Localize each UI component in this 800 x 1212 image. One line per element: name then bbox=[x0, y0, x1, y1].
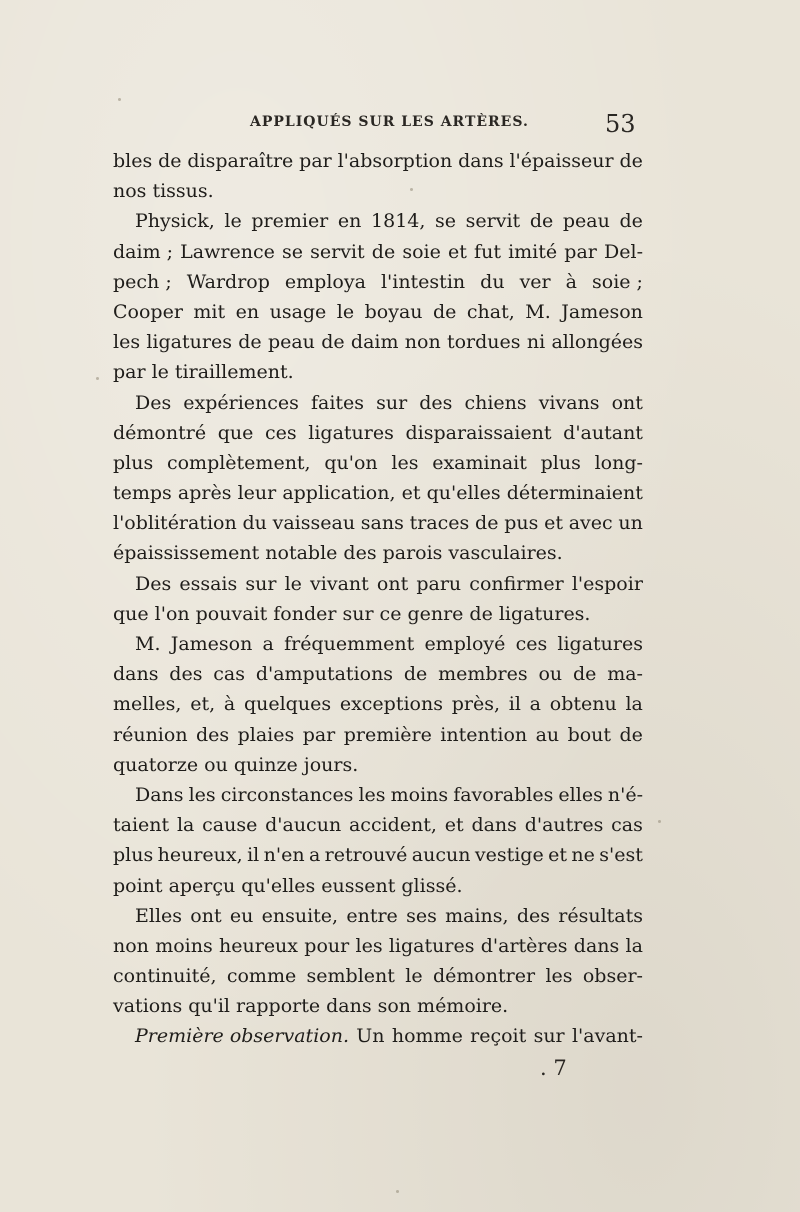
word: d'autant bbox=[563, 421, 643, 444]
word: l'épaisseur bbox=[509, 150, 614, 172]
word: usage bbox=[269, 300, 327, 323]
word: se bbox=[281, 240, 303, 263]
word: a bbox=[529, 693, 541, 716]
word: l'on bbox=[154, 602, 190, 625]
word: obser- bbox=[582, 965, 643, 988]
running-head: APPLIQUÉS SUR LES ARTÈRES. bbox=[250, 114, 529, 130]
word: à bbox=[223, 693, 236, 716]
word: par bbox=[564, 240, 597, 263]
word: en bbox=[337, 210, 362, 233]
word: bles bbox=[113, 150, 153, 172]
word: genre bbox=[407, 602, 464, 625]
text-line bbox=[113, 237, 643, 267]
word: cas bbox=[611, 814, 643, 837]
word: en bbox=[235, 300, 260, 323]
text-line bbox=[113, 478, 643, 508]
word: ligatures bbox=[146, 331, 232, 354]
word: par bbox=[113, 361, 146, 384]
word: melles, bbox=[113, 693, 182, 716]
word: eu bbox=[229, 904, 254, 927]
text-line bbox=[113, 176, 643, 206]
word: plus bbox=[113, 844, 154, 867]
word: des bbox=[169, 663, 203, 686]
text-line bbox=[113, 780, 643, 810]
word: daim bbox=[350, 331, 399, 354]
word: quatorze bbox=[113, 753, 199, 776]
word: ligatures bbox=[308, 421, 394, 444]
word: employé bbox=[424, 633, 506, 655]
word: Jameson bbox=[170, 633, 253, 655]
word: nos bbox=[113, 180, 147, 203]
text-line bbox=[113, 1021, 643, 1051]
word: qu'on bbox=[324, 451, 378, 474]
word: et bbox=[401, 482, 421, 505]
word: chat, bbox=[466, 300, 515, 323]
word: fonder bbox=[273, 602, 337, 625]
word: Del- bbox=[604, 240, 643, 263]
word: que bbox=[217, 421, 254, 444]
word: elles bbox=[558, 783, 603, 806]
word: sur bbox=[376, 391, 408, 414]
word: cas bbox=[213, 663, 246, 686]
word: moins bbox=[155, 934, 213, 957]
word: M. bbox=[135, 633, 161, 655]
word: dans bbox=[471, 814, 517, 837]
word: au bbox=[535, 723, 560, 746]
word: ses bbox=[406, 904, 437, 927]
word: ligatures. bbox=[498, 602, 591, 625]
word: complètement, bbox=[166, 451, 311, 474]
word: leur bbox=[237, 482, 277, 505]
word: allongées bbox=[551, 331, 643, 354]
word: le bbox=[151, 361, 169, 384]
word: sans bbox=[360, 512, 404, 535]
word: dans bbox=[573, 934, 620, 957]
word: application, bbox=[282, 482, 396, 505]
word: son bbox=[377, 995, 412, 1018]
word: bout bbox=[567, 723, 612, 746]
text-line bbox=[113, 448, 643, 478]
word: il bbox=[508, 693, 521, 716]
word: Physick, bbox=[135, 210, 215, 233]
word: les bbox=[391, 451, 419, 474]
word: homme bbox=[391, 1025, 463, 1048]
word: servit bbox=[465, 210, 521, 233]
word: imité bbox=[508, 240, 558, 263]
word: long- bbox=[594, 451, 643, 474]
word: notable bbox=[265, 542, 338, 565]
word: retrouvé bbox=[324, 844, 408, 867]
paper-speck bbox=[396, 1190, 399, 1193]
word: et bbox=[548, 844, 567, 867]
word: 1814, bbox=[371, 210, 426, 233]
word: de bbox=[238, 331, 262, 354]
word: d'amputations bbox=[255, 663, 394, 686]
word: de bbox=[158, 150, 182, 172]
word: point bbox=[113, 874, 163, 897]
word: mit bbox=[193, 300, 226, 323]
word: employa bbox=[284, 270, 366, 293]
word: heureux, bbox=[157, 844, 243, 867]
text-line bbox=[113, 689, 643, 719]
word: fut bbox=[474, 240, 501, 263]
word: cause bbox=[202, 814, 258, 837]
word: pus bbox=[504, 512, 539, 535]
word: le bbox=[284, 572, 302, 595]
body-text bbox=[113, 146, 643, 1052]
word: que bbox=[113, 602, 149, 625]
word: qu'elles bbox=[241, 874, 316, 897]
text-line bbox=[113, 901, 643, 931]
word: Première observation. bbox=[135, 1025, 349, 1048]
word: eussent bbox=[321, 874, 396, 897]
word: qu'il bbox=[188, 995, 230, 1018]
word: aperçu bbox=[168, 874, 236, 897]
word: pouvait bbox=[195, 602, 268, 625]
word: tordues bbox=[446, 331, 521, 354]
word: la bbox=[625, 934, 643, 957]
word: à bbox=[565, 270, 577, 293]
text-line bbox=[113, 599, 643, 629]
word: Un bbox=[356, 1025, 385, 1048]
paper-speck bbox=[658, 820, 661, 823]
word: ces bbox=[265, 421, 297, 444]
word: boyau bbox=[364, 300, 423, 323]
word: les bbox=[188, 783, 216, 806]
word: continuité, bbox=[113, 965, 217, 988]
word: tiraillement. bbox=[174, 361, 294, 384]
word: résultats bbox=[558, 904, 643, 927]
word: heureux bbox=[219, 934, 299, 957]
word: non bbox=[113, 934, 149, 957]
word: de bbox=[619, 210, 643, 233]
word: des bbox=[419, 391, 453, 414]
word: les bbox=[355, 934, 383, 957]
word: expériences bbox=[183, 391, 299, 414]
word: soie ; bbox=[592, 270, 643, 293]
word: pech ; bbox=[113, 270, 172, 293]
word: disparaissaient bbox=[405, 421, 552, 444]
word: Cooper bbox=[113, 300, 183, 323]
text-line bbox=[113, 327, 643, 357]
word: n'en bbox=[263, 844, 305, 867]
word: l'absorption bbox=[337, 150, 453, 172]
word: par bbox=[299, 150, 332, 172]
word: Des bbox=[135, 572, 172, 595]
word: de bbox=[619, 723, 643, 746]
word: vaisseau bbox=[272, 512, 356, 535]
word: peau bbox=[562, 210, 610, 233]
word: vasculaires. bbox=[448, 542, 563, 565]
word: par bbox=[302, 723, 336, 746]
text-line bbox=[113, 659, 643, 689]
word: de bbox=[475, 512, 499, 535]
word: des bbox=[516, 904, 550, 927]
text-line bbox=[113, 931, 643, 961]
text-line bbox=[113, 206, 643, 236]
word: il bbox=[247, 844, 260, 867]
word: faites bbox=[310, 391, 365, 414]
word: l'intestin bbox=[380, 270, 466, 293]
word: temps bbox=[113, 482, 172, 505]
word: intention bbox=[440, 723, 528, 746]
text-line bbox=[113, 569, 643, 599]
word: examinait bbox=[432, 451, 527, 474]
text-line bbox=[113, 991, 643, 1021]
word: servit bbox=[310, 240, 365, 263]
text-line bbox=[113, 357, 643, 387]
word: rapporte bbox=[235, 995, 321, 1018]
text-line bbox=[113, 538, 643, 568]
word: vations bbox=[113, 995, 183, 1018]
word: du bbox=[480, 270, 505, 293]
text-line bbox=[113, 961, 643, 991]
word: chiens bbox=[464, 391, 527, 414]
word: qu'elles bbox=[426, 482, 501, 505]
word: le bbox=[336, 300, 355, 323]
word: de bbox=[321, 331, 345, 354]
word: ne bbox=[571, 844, 595, 867]
word: Elles bbox=[135, 904, 183, 927]
text-line bbox=[113, 629, 643, 659]
word: les bbox=[545, 965, 573, 988]
word: de bbox=[403, 663, 428, 686]
word: semblent bbox=[306, 965, 395, 988]
signature-mark: . 7 bbox=[540, 1056, 567, 1080]
word: avec bbox=[568, 512, 613, 535]
word: les bbox=[113, 331, 141, 354]
word: Lawrence bbox=[180, 240, 275, 263]
word: du bbox=[242, 512, 267, 535]
word: vivant bbox=[310, 572, 369, 595]
word: démontré bbox=[113, 421, 207, 444]
word: essais bbox=[179, 572, 238, 595]
word: glissé. bbox=[401, 874, 463, 897]
word: vestige bbox=[474, 844, 544, 867]
word: parois bbox=[382, 542, 443, 565]
word: les bbox=[358, 783, 386, 806]
paper-speck bbox=[96, 377, 99, 380]
word: déterminaient bbox=[506, 482, 643, 505]
word: confirmer bbox=[469, 572, 564, 595]
word: ligatures bbox=[388, 934, 475, 957]
word: moins bbox=[390, 783, 449, 806]
word: des bbox=[196, 723, 230, 746]
word: accident, bbox=[348, 814, 437, 837]
word: traces bbox=[409, 512, 470, 535]
word: de bbox=[433, 300, 457, 323]
word: ou bbox=[538, 663, 563, 686]
word: l'avant- bbox=[571, 1025, 643, 1048]
word: un bbox=[618, 512, 643, 535]
word: daim ; bbox=[113, 240, 174, 263]
word: l'oblitération bbox=[113, 512, 237, 535]
word: n'é- bbox=[607, 783, 643, 806]
word: quinze bbox=[233, 753, 298, 776]
word: d'aucun bbox=[265, 814, 342, 837]
word: soie bbox=[402, 240, 441, 263]
word: comme bbox=[226, 965, 297, 988]
text-line bbox=[113, 720, 643, 750]
word: des bbox=[343, 542, 377, 565]
word: d'autres bbox=[524, 814, 604, 837]
word: l'espoir bbox=[571, 572, 643, 595]
word: réunion bbox=[113, 723, 188, 746]
word: plaies bbox=[237, 723, 295, 746]
word: la bbox=[176, 814, 195, 837]
word: pour bbox=[304, 934, 350, 957]
word: ensuite, bbox=[261, 904, 339, 927]
word: M. bbox=[525, 300, 551, 323]
word: Dans bbox=[135, 783, 184, 806]
word: près, bbox=[451, 693, 501, 716]
word: quelques bbox=[243, 693, 332, 716]
word: vivans bbox=[538, 391, 600, 414]
word: ont bbox=[611, 391, 643, 414]
paper-speck bbox=[118, 98, 121, 101]
word: favorables bbox=[453, 783, 554, 806]
text-line bbox=[113, 750, 643, 780]
word: disparaître bbox=[187, 150, 294, 172]
word: le bbox=[405, 965, 423, 988]
text-line bbox=[113, 146, 643, 176]
text-line bbox=[113, 297, 643, 327]
word: dans bbox=[113, 663, 159, 686]
word: sur bbox=[533, 1025, 565, 1048]
word: plus bbox=[540, 451, 581, 474]
text-line bbox=[113, 810, 643, 840]
word: mémoire. bbox=[417, 995, 509, 1018]
word: tissus. bbox=[152, 180, 214, 203]
word: ont bbox=[190, 904, 222, 927]
paper-speck bbox=[410, 188, 413, 191]
word: dans bbox=[458, 150, 504, 172]
text-line bbox=[113, 508, 643, 538]
word: de bbox=[371, 240, 396, 263]
word: ces bbox=[515, 633, 548, 655]
word: fréquemment bbox=[284, 633, 415, 655]
word: dans bbox=[326, 995, 372, 1018]
word: reçoit bbox=[470, 1025, 527, 1048]
text-line bbox=[113, 388, 643, 418]
word: a bbox=[262, 633, 274, 655]
text-line bbox=[113, 871, 643, 901]
word: taient bbox=[113, 814, 170, 837]
word: de bbox=[469, 602, 493, 625]
word: la bbox=[625, 693, 643, 716]
word: Wardrop bbox=[186, 270, 270, 293]
word: ou bbox=[204, 753, 228, 776]
word: ont bbox=[376, 572, 409, 595]
word: non bbox=[404, 331, 441, 354]
word: peau bbox=[267, 331, 315, 354]
word: et bbox=[448, 240, 467, 263]
word: de bbox=[572, 663, 597, 686]
word: le bbox=[224, 210, 242, 233]
word: premier bbox=[251, 210, 329, 233]
text-line bbox=[113, 840, 643, 870]
word: après bbox=[177, 482, 232, 505]
word: ligatures bbox=[557, 633, 643, 655]
word: obtenu bbox=[549, 693, 617, 716]
word: Jameson bbox=[561, 300, 643, 323]
word: et, bbox=[190, 693, 216, 716]
word: exceptions bbox=[339, 693, 443, 716]
word: première bbox=[343, 723, 432, 746]
word: Des bbox=[135, 391, 172, 414]
word: et bbox=[544, 512, 563, 535]
word: épaississement bbox=[113, 542, 260, 565]
word: ma- bbox=[607, 663, 643, 686]
word: membres bbox=[438, 663, 528, 686]
word: a bbox=[308, 844, 321, 867]
word: de bbox=[529, 210, 554, 233]
word: et bbox=[444, 814, 464, 837]
word: s'est bbox=[599, 844, 643, 867]
word: ce bbox=[379, 602, 402, 625]
word: jours. bbox=[303, 753, 359, 776]
word: d'artères bbox=[480, 934, 568, 957]
word: se bbox=[435, 210, 457, 233]
word: mains, bbox=[445, 904, 509, 927]
word: ver bbox=[519, 270, 551, 293]
text-line bbox=[113, 418, 643, 448]
page-number: 53 bbox=[605, 110, 636, 138]
word: plus bbox=[113, 451, 154, 474]
text-line bbox=[113, 267, 643, 297]
word: circonstances bbox=[220, 783, 354, 806]
word: paru bbox=[416, 572, 462, 595]
word: ni bbox=[526, 331, 546, 354]
word: de bbox=[619, 150, 643, 172]
word: aucun bbox=[411, 844, 471, 867]
word: sur bbox=[245, 572, 277, 595]
word: sur bbox=[342, 602, 374, 625]
word: démontrer bbox=[432, 965, 536, 988]
word: entre bbox=[346, 904, 398, 927]
